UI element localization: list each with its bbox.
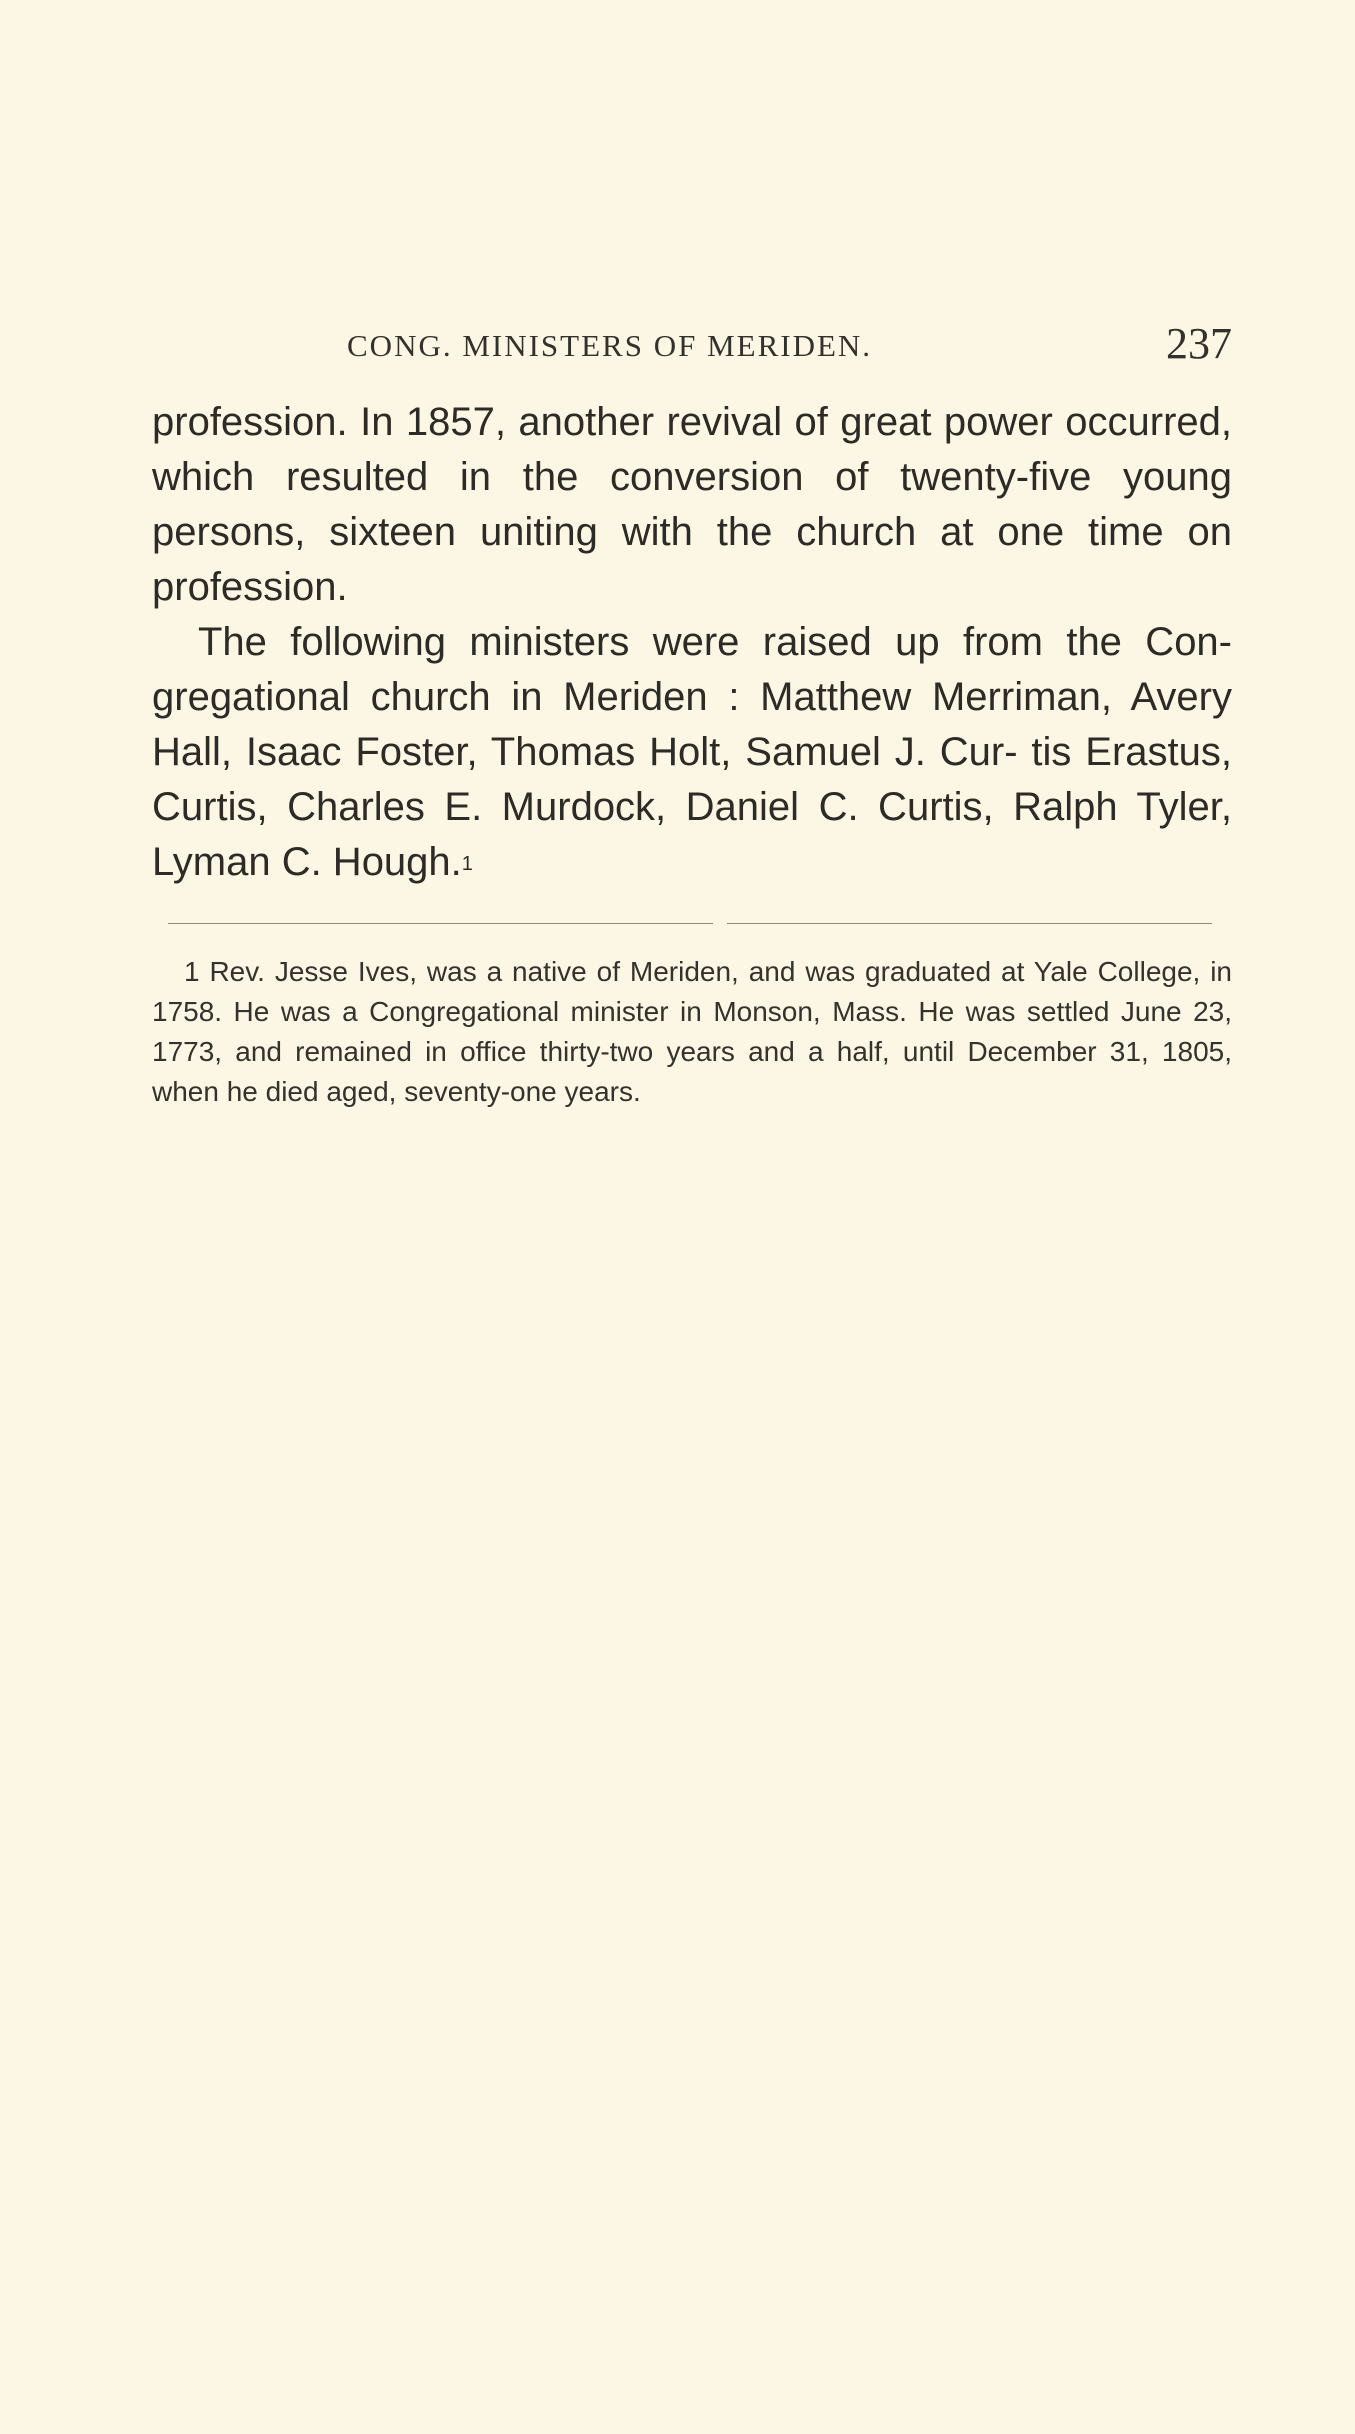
- page-number: 237: [1166, 319, 1232, 368]
- paragraph-2-text: The following ministers were raised up from the Con- gregational church in Meriden : Matthew Merriman, Avery Hall, Isaac Foster, Thomas Holt, Samuel J. Cur- tis Erastus, Curtis, Charles E. Murdock, Daniel C. Curtis, Ralph Tyler, Lyman C. Hough.: [152, 620, 1232, 884]
- footnote-reference: 1: [461, 853, 473, 875]
- separator-segment-right: [727, 923, 1212, 924]
- separator-segment-left: [168, 923, 713, 924]
- paragraph-2: [152, 615, 1232, 890]
- footnote-text: 1 Rev. Jesse Ives, was a native of Meriden, and was graduated at Yale College, in 1758. He was a Congregational minister in Monson, Mass. He was settled June 23, 1773, and remained in office thirty-two years and a half, until December 31, 1805, when he died aged, seventy-one years.: [152, 956, 1232, 1107]
- footnote-separator: [168, 923, 1212, 925]
- paragraph-1: profession. In 1857, another revival of great power occurred, which resulted in the conversion of twenty-five young persons, sixteen uniting with the church at one time on profession.: [152, 400, 1232, 609]
- body-text: [152, 395, 1232, 890]
- footnote: [152, 952, 1232, 1112]
- running-title: CONG. MINISTERS OF MERIDEN.: [347, 328, 873, 363]
- running-head: [152, 318, 1232, 374]
